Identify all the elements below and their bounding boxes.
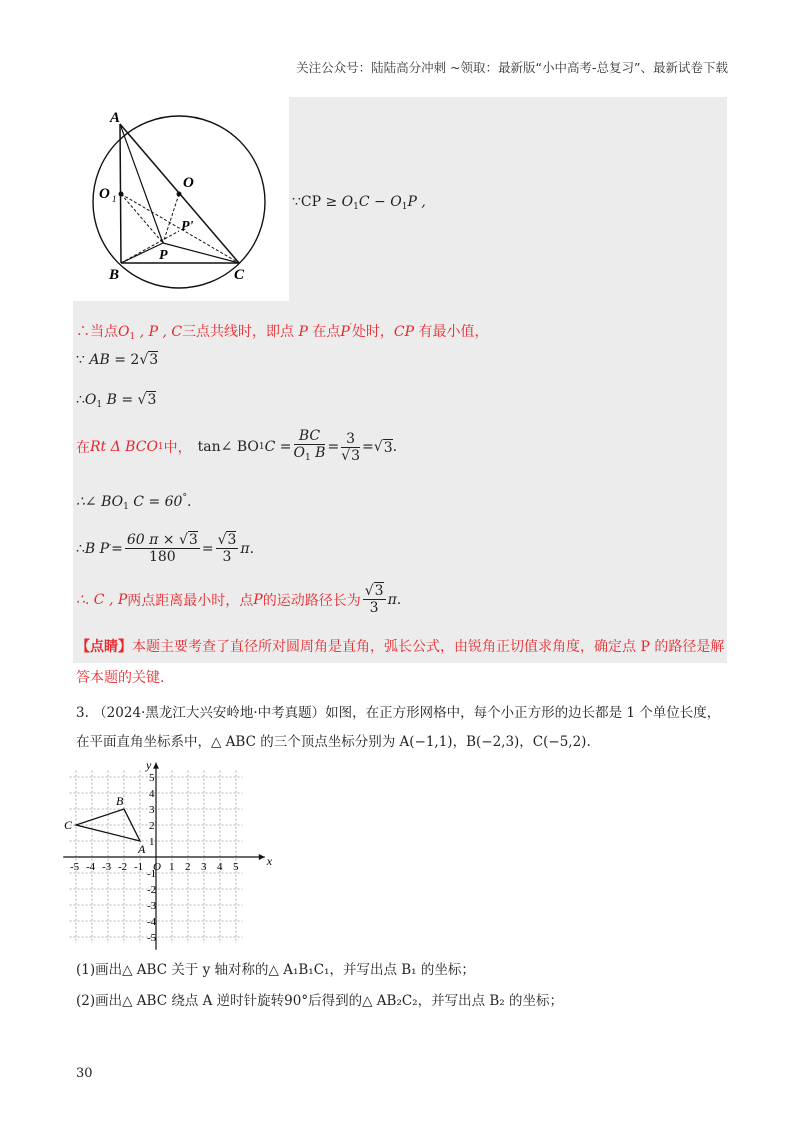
label-o1: O <box>99 186 110 202</box>
solution-line-2: ∵ AB = 2√3 <box>76 352 159 368</box>
x-tick-label: 3 <box>201 861 207 873</box>
label-b: B <box>109 267 120 283</box>
x-tick-label: -3 <box>102 861 112 873</box>
x-tick-label: -2 <box>118 861 128 873</box>
coordinate-grid <box>64 758 273 948</box>
label-c: C <box>234 267 245 283</box>
y-tick-label: 3 <box>149 804 155 816</box>
y-tick-label: 4 <box>149 788 155 800</box>
dianjing-line-2: 答本题的关键. <box>76 670 165 686</box>
x-tick-label: -5 <box>70 861 80 873</box>
y-tick-label: -4 <box>147 916 157 928</box>
point-c-label: C <box>64 818 73 832</box>
label-o1-sub: 1 <box>112 194 117 204</box>
grid-svg <box>64 758 273 948</box>
solution-line-7: ∴. C , P 两点距离最小时，点 P 的运动路径长为 $\frac{√3}{3}$ π . <box>76 583 402 616</box>
y-tick-label: 5 <box>149 772 155 784</box>
circle-diagram <box>73 97 289 301</box>
point-b-label: B <box>116 794 124 808</box>
label-o: O <box>183 175 194 191</box>
y-tick-label: -3 <box>147 900 157 912</box>
x-axis-label: x <box>266 854 273 868</box>
solution-line-1: ∴当点$O_1$ , P , C三点共线时，即点 P 在点P′处时，CP 有最小值， <box>76 323 489 342</box>
y-tick-label: -1 <box>147 868 157 880</box>
x-tick-label: -1 <box>134 861 144 873</box>
x-tick-label: 1 <box>169 861 175 873</box>
point-a-label: A <box>138 842 146 856</box>
page-header: 关注公众号：陆陆高分冲刺 ~领取：最新版“小中高考-总复习”、最新试卷下载 <box>296 60 728 75</box>
y-tick-label: -2 <box>147 884 157 896</box>
y-tick-label: 1 <box>149 836 155 848</box>
x-tick-label: 4 <box>217 861 223 873</box>
q3-line-1: 3. （2024·黑龙江大兴安岭地·中考真题）如图，在正方形网格中，每个小正方形的边长都是 1 个单位长度， <box>76 705 721 721</box>
solution-line-4: 在 Rt Δ BCO 1 中， tan∠ BO 1 C = $\frac{BC}{O_1 B}$ = $\frac{3}{√3}$ = √ 3 . <box>76 428 398 464</box>
cp-inequality: ∵CP ≥ $O_1C - O_1P$ , <box>292 194 426 212</box>
page-number: 30 <box>76 1066 93 1081</box>
circle-figure <box>73 97 289 301</box>
q3-line-2: 在平面直角坐标系中，△ ABC 的三个顶点坐标分别为 A(−1,1)，B(−2,3)，C(−5,2). <box>76 734 591 750</box>
dianjing-line-1: 【点睛】本题主要考查了直径所对圆周角是直角，弧长公式，由锐角正切值求角度，确定点 P 的路径是解 <box>76 639 725 655</box>
y-axis-label: y <box>146 758 152 772</box>
y-axis-arrow <box>153 763 159 769</box>
label-p-prime: P' <box>181 219 194 234</box>
x-tick-label: O <box>153 861 161 873</box>
y-tick-label: 2 <box>149 820 155 832</box>
x-tick-label: 5 <box>233 861 239 873</box>
y-tick-label: -5 <box>147 932 157 944</box>
x-axis-arrow <box>259 854 265 860</box>
sub-question-1: (1)画出△ ABC 关于 y 轴对称的△ A₁B₁C₁，并写出点 B₁ 的坐标； <box>76 962 475 978</box>
sub-question-2: (2)画出△ ABC 绕点 A 逆时针旋转90°后得到的△ AB₂C₂，并写出点 B₂ 的坐标； <box>76 993 564 1009</box>
label-p: P <box>159 248 168 263</box>
x-tick-label: 2 <box>185 861 191 873</box>
solution-line-3: $\therefore O_1$ B = √3 <box>76 392 157 410</box>
label-a: A <box>110 110 121 126</box>
solution-line-6: ∴ B P ′ = $\frac{60 \pi \times √3}{180}$ = $\frac{√3}{3}$ π . <box>76 532 255 565</box>
solution-line-5: ∴∠ $BO_1$ C = 60°. <box>76 493 192 512</box>
x-tick-label: -4 <box>86 861 96 873</box>
